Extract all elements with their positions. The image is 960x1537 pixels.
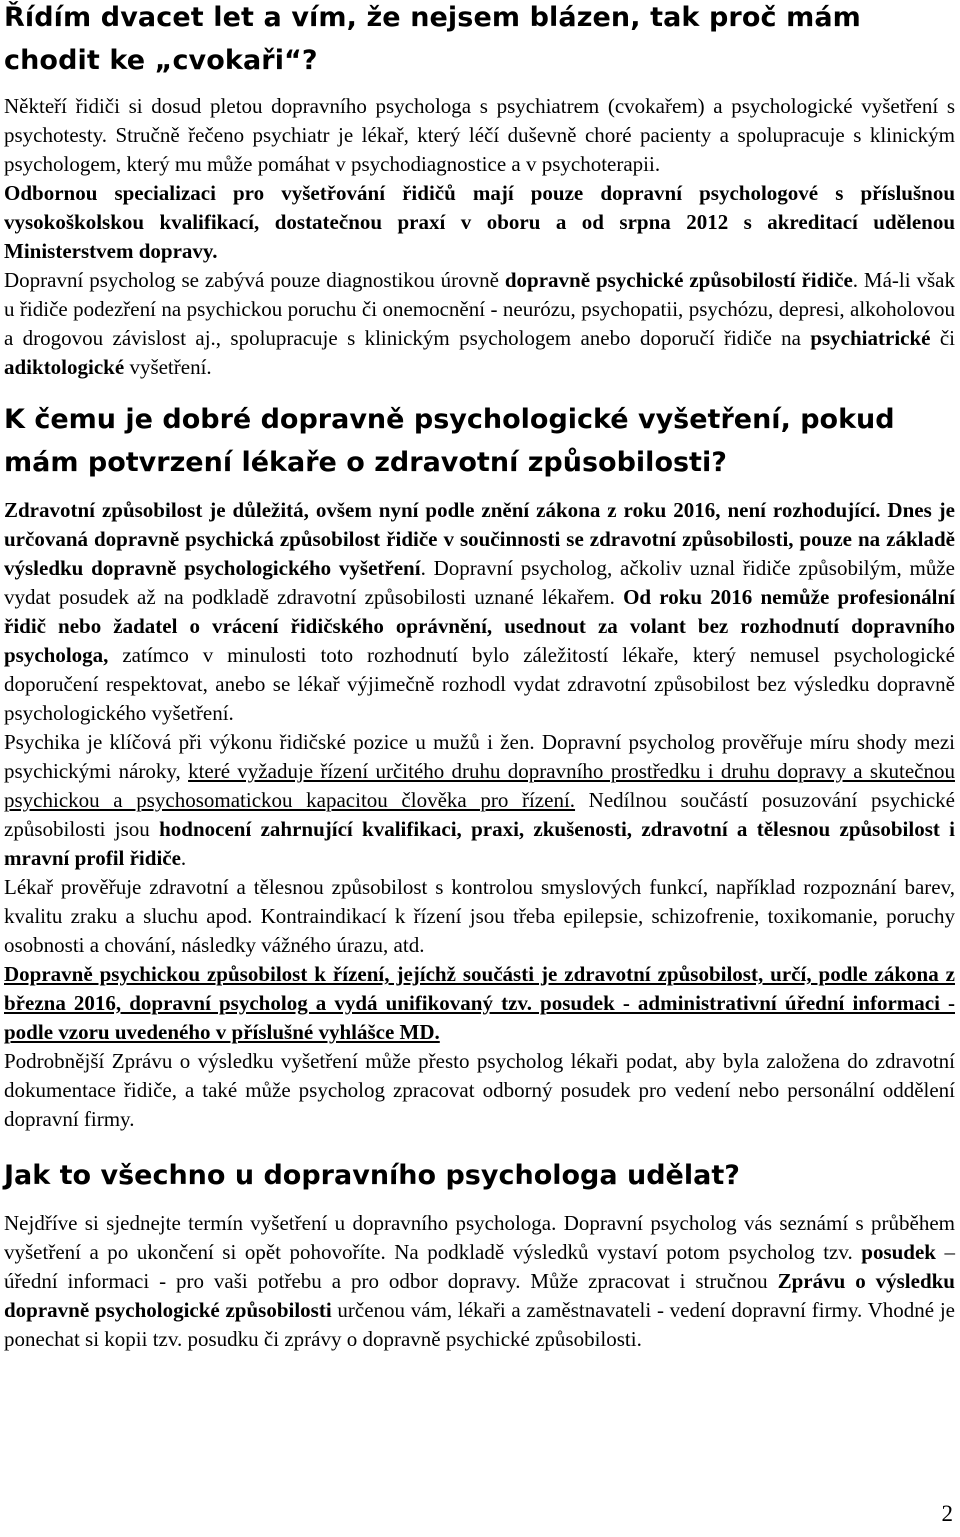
paragraph-fitness-decision xyxy=(4,960,955,1047)
bold-run xyxy=(4,962,955,1044)
text-run: Nedílnou součástí posuzování psychické způsobilosti jsou xyxy=(4,788,955,841)
paragraph-detailed-report: Podrobnější Zprávu o výsledku vyšetření může přesto psycholog lékaři podat, aby byla založena do zdravotní dokumentace řidiče, a také může psycholog zpracovat odborný posudek pro vedení nebo personální oddělení dopravní firmy. xyxy=(4,1049,955,1131)
text-run: . Má-li však u řidiče podezření na psychickou poruchu či onemocnění - neurózu, psychopatii, psychózu, depresi, alkoholovou a drogovou závislost aj., spolupracuje s klinickým psychologem anebo doporučí řidiče na xyxy=(4,268,955,350)
document-page xyxy=(4,0,955,1354)
bold-run: adiktologické xyxy=(4,355,125,379)
text-run: zatímco v minulosti toto rozhodnutí bylo záležitostí lékaře, který nemusel psychologické doporučení respektovat, anebo se lékař výjimečně rozhodl vydat zdravotní způsobilost bez výsledku dopravně psychologického vyšetření. xyxy=(4,643,955,725)
paragraph-doctor-checks: Lékař prověřuje zdravotní a tělesnou způsobilost s kontrolou smyslových funkcí, například rozpoznání barev, kvalitu zraku a sluchu apod. Kontraindikací k řízení jsou třeba epilepsie, schizofrenie, toxikomanie, poruchy osobnosti a chování, následky vážného úrazu, atd. xyxy=(4,875,955,957)
paragraph-how-to xyxy=(4,1209,955,1354)
bold-run: Zdravotní způsobilost je důležitá, ovšem nyní podle znění zákona z roku 2016, není rozhodující. Dnes je určovaná dopravně psychická způsobilost řidiče v součinnosti se zdravotní způsobilosti, pouze na základě výsledku dopravně psychologického vyšetření xyxy=(4,498,955,580)
text-run: . Dopravní psycholog, ačkoliv uznal řidiče způsobilým, může vydat posudek až na podkladě zdravotní způsobilosti uznané lékařem. xyxy=(4,556,955,609)
bold-run: hodnocení zahrnující kvalifikaci, praxi, zkušenosti, zdravotní a tělesnou způsobilost i mravní profil řidiče xyxy=(4,817,955,870)
page-number: 2 xyxy=(941,1501,953,1526)
text-run: či xyxy=(930,326,956,350)
paragraph-psychiatrist-confusion: Někteří řidiči si dosud pletou dopravního psychologa s psychiatrem (cvokařem) a psychologické vyšetření s psychotesty. Stručně řečeno psychiatr je lékař, který léčí duševně choré pacienty a spolupracuje s klinickým psychologem, který mu může pomáhat v psychodiagnostice a v psychoterapii. xyxy=(4,94,955,176)
underlined-run: které vyžaduje řízení určitého druhu dopravního prostředku i druhu dopravy a skutečnou psychickou a psychosomatickou kapacitou člověka pro řízení. xyxy=(4,759,955,812)
text-run: . xyxy=(180,846,187,870)
text-run: – úřední informaci - pro vaši potřebu a pro odbor dopravy. Může zpracovat i stručnou xyxy=(4,1240,955,1293)
paragraph-psychologist-scope xyxy=(4,266,955,382)
paragraph-psyche-key xyxy=(4,728,955,873)
heading-section-3: Jak to všechno u dopravního psychologa udělat? xyxy=(4,1160,740,1191)
heading-section-1: Řídím dvacet let a vím, že nejsem blázen, tak proč mám chodit ke „cvokaři“? xyxy=(4,2,861,76)
bold-run: posudek xyxy=(861,1240,936,1264)
bold-specialization-text: Odbornou specializaci pro vyšetřování řidičů mají pouze dopravní psychologové s příslušnou vysokoškolskou kvalifikací, dostatečnou praxí v oboru a od srpna 2012 s akreditací udělenou Ministerstvem dopravy. xyxy=(4,181,955,263)
text-run: určenou vám, lékaři a zaměstnavateli - vedení dopravní firmy. Vhodné je ponechat si kopii tzv. posudku či zprávy o dopravně psychické způsobilosti. xyxy=(4,1298,955,1351)
text-run: vyšetření. xyxy=(124,355,212,379)
paragraph-health-fitness xyxy=(4,496,955,728)
bold-run: psychiatrické xyxy=(810,326,931,350)
paragraph-specialization xyxy=(4,179,955,266)
bold-run: Od roku 2016 nemůže profesionální řidič nebo žadatel o vrácení řidičského oprávnění, usednout za volant bez rozhodnutí dopravního psychologa, xyxy=(4,585,955,667)
underlined-run: Dopravně psychickou způsobilost k řízení, jejíchž součásti je zdravotní způsobilost, určí, podle zákona z března 2016, dopravní psycholog a vydá unifikovaný tzv. posudek - administrativní úřední informaci - podle vzoru uvedeného v příslušné vyhlášce MD. xyxy=(4,962,955,1044)
bold-run: dopravně psychické způsobilostí řidiče xyxy=(504,268,853,292)
heading-section-2: K čemu je dobré dopravně psychologické vyšetření, pokud mám potvrzení lékaře o zdravotní způsobilosti? xyxy=(4,404,895,478)
text-run: Psychika je klíčová při výkonu řidičské pozice u mužů i žen. Dopravní psycholog prověřuje míru shody mezi psychickými nároky, xyxy=(4,730,955,783)
bold-run: Zprávu o výsledku dopravně psychologické způsobilosti xyxy=(4,1269,955,1322)
text-run: Nejdříve si sjednejte termín vyšetření u dopravního psychologa. Dopravní psycholog vás seznámí s průběhem vyšetření a po ukončení si opět pohovoříte. Na podkladě výsledků vystaví potom psycholog tzv. xyxy=(4,1211,955,1264)
text-run: Dopravní psycholog se zabývá pouze diagnostikou úrovně xyxy=(4,268,505,292)
